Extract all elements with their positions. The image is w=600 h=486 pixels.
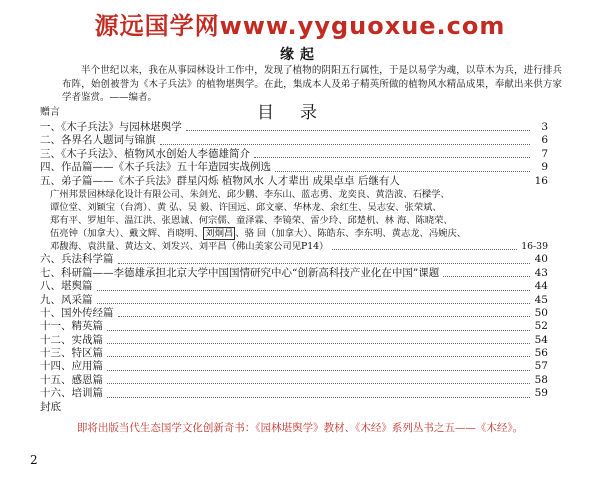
leader-dots — [118, 263, 531, 264]
leader-dots — [107, 330, 530, 331]
toc-entry-title: 二、各界名人题词与锦旗 — [40, 134, 156, 147]
toc-entry — [40, 175, 548, 188]
leader-dots — [107, 343, 530, 344]
toc-entry-page: 57 — [534, 360, 548, 373]
toc-entry-page: 7 — [541, 147, 548, 160]
leader-dots — [254, 157, 530, 158]
leader-dots — [186, 130, 530, 131]
toc-entry-page: 6 — [541, 134, 548, 147]
toc-title: 目录 — [257, 103, 343, 123]
toc-entry — [40, 334, 548, 347]
toc-entry-page: 3 — [541, 120, 548, 133]
leader-dots — [97, 290, 531, 291]
toc-entry-page: 43 — [534, 266, 548, 279]
toc-entry-page: 40 — [534, 253, 548, 266]
preface-text: 半个世纪以来，我在从事园林设计工作中，发现了植物的阴阳五行属性，于是以易学为魂，以草木为兵，进行排兵布阵，始创被誉为《木子兵法》的植物堪舆学。在此，集成本人及弟子精英所做的植物风水精品成果，奉献出来供方家学者鉴赏。——编者。 — [62, 65, 562, 103]
leader-dots — [443, 276, 530, 277]
toc-entry-title: 七、科研篇——李德雄承担北京大学中国国情研究中心“创新高科技产业化在中国”课题 — [40, 266, 440, 279]
toc-entry — [40, 320, 548, 333]
leader-dots — [107, 383, 530, 384]
toc-entry-page: 9 — [541, 161, 548, 174]
toc-back-cover — [40, 401, 548, 414]
preface-title: 缘起 — [280, 47, 320, 63]
preface-label: 赠言 — [40, 107, 60, 118]
toc-entry — [40, 307, 548, 320]
toc-entry-title: 十五、感恩篇 — [40, 373, 103, 386]
toc-entry — [40, 253, 548, 266]
toc-entry-title: 四、作品篇——《木子兵法》五十年造园实战例选 — [40, 161, 271, 174]
toc-entry-page: 56 — [534, 347, 548, 360]
table-of-contents — [40, 121, 548, 414]
page-number: 2 — [30, 453, 38, 467]
disciple-list-line: 谭位堂、刘颖宝（台湾）、黄 弘、吴 毅、许国远、邱文豪、华林龙、余红生、吴志安、张荣斌、 — [50, 201, 442, 213]
toc-entry-title: 三、《木子兵法》、植物风水创始人李德雄简介 — [40, 147, 250, 160]
boxed-name: 刘炯昌 — [205, 227, 234, 239]
leader-dots — [275, 171, 530, 172]
toc-entry — [40, 294, 548, 307]
toc-entry-title: 十二、实战篇 — [40, 333, 103, 346]
toc-entry-title: 十三、特区篇 — [40, 347, 103, 360]
toc-entry-title: 十四、应用篇 — [40, 360, 103, 373]
site-watermark: 源远国学网www.yyguoxue.com — [94, 12, 506, 40]
toc-entry-page: 44 — [534, 280, 548, 293]
toc-entry — [40, 347, 548, 360]
toc-entry — [40, 374, 548, 387]
toc-entry — [40, 267, 548, 280]
leader-dots — [97, 303, 531, 304]
disciple-names: 伍亮钟（加拿大）、戴文辉、肖晓明、 — [50, 227, 204, 239]
leader-dots — [107, 356, 530, 357]
disciple-list-line: 广州邦景园林绿化设计有限公司、朱剑光、邱少鹏、李东山、蓝志勇、龙奕良、黄浩波、石樑学、 — [50, 188, 450, 200]
disciple-list-line — [40, 227, 548, 240]
toc-entry — [40, 280, 548, 293]
toc-entry-title: 封底 — [40, 400, 61, 413]
leader-dots — [160, 144, 531, 145]
publication-announcement: 即将出版当代生态国学文化创新奇书：《园林堪舆学》教材、《木经》系列丛书之五——《木经》。 — [76, 422, 524, 434]
toc-entry-title: 九、风采篇 — [40, 293, 93, 306]
toc-entry-page: 54 — [534, 333, 548, 346]
toc-entry-page: 16 — [534, 174, 548, 187]
toc-entry-title: 一、《木子兵法》与园林堪舆学 — [40, 120, 182, 133]
disciple-list-line: 郑有平、罗旭年、温江洪、张恩诚、何宗儒、童泽霖、李镜荣、雷少玲、邱楚机、林 海、陈晓荣、 — [50, 214, 453, 226]
toc-entry-title: 五、弟子篇——《木子兵法》群星闪烁 植物风水 人才辈出 成果卓卓 后继有人 — [40, 174, 400, 187]
toc-entry-title: 十六、培训篇 — [40, 387, 103, 400]
leader-dots — [118, 316, 531, 317]
toc-entry — [40, 134, 548, 147]
toc-entry-title: 八、堪舆篇 — [40, 280, 93, 293]
toc-entry-page: 59 — [534, 387, 548, 400]
leader-dots — [107, 370, 530, 371]
toc-entry-page: 50 — [534, 306, 548, 319]
toc-entry — [40, 360, 548, 373]
toc-entry-page: 45 — [534, 293, 548, 306]
toc-entry-page: 58 — [534, 373, 548, 386]
toc-entry-page: 52 — [534, 320, 548, 333]
toc-entry — [40, 148, 548, 161]
toc-entry-page: 16-39 — [521, 240, 548, 252]
toc-entry — [40, 161, 548, 174]
toc-entry — [40, 121, 548, 134]
disciple-list-line — [40, 240, 548, 253]
toc-entry — [40, 387, 548, 400]
disciple-names: 邓馥海、袁洪量、黄达文、刘发兴、刘平昌（佛山美家公司见P14） — [50, 240, 329, 252]
toc-entry-title: 十、国外传经篇 — [40, 306, 114, 319]
toc-entry-title: 六、兵法科学篇 — [40, 253, 114, 266]
leader-dots — [332, 249, 517, 250]
toc-entry-title: 十一、精英篇 — [40, 320, 103, 333]
disciple-names: 、骆 回（加拿大）、陈皓东、李东明、黄志龙、冯婉庆、 — [235, 227, 467, 239]
leader-dots — [107, 397, 530, 398]
